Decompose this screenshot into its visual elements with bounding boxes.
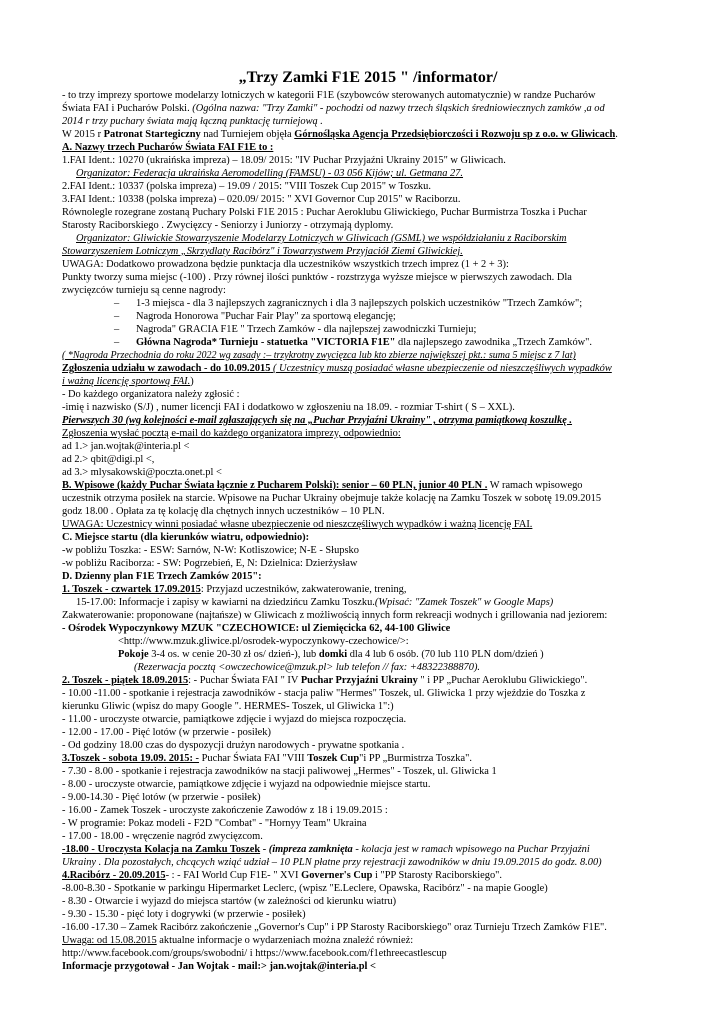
registration-detail: -imię i nazwisko (S/J) , numer licencji FAI i dodatkowo w zgłoszeniu na 18.09. - rozmiar T-shirt ( S – XXL). [62, 402, 515, 413]
day-4-line: -16.00 -17.30 – Zamek Racibórz zakończenie „Governor's Cup" i PP Starosty Raciborskiego" oraz Turnieju Trzech Zamków F1E". [62, 922, 607, 933]
intro-line: - to trzy imprezy sportowe modelarzy lotniczych w kategorii F1E (szybowców sterowanych automatycznie) w randze Pucharów [62, 90, 596, 101]
tournament-note: UWAGA: Dodatkowo prowadzona będzie punktacja dla uczestników wszystkich trzech imprez (1 + 2 + 3): [62, 259, 509, 270]
day-1-line: Zakwaterowanie: proponowane (najtańsze) w Gliwicach z możliwością innych form rekreacji wodnych i grillowania nad jeziorem: [62, 610, 608, 621]
day-3-line: - 17.00 - 18.00 - wręczenie nagród zwycięzcom. [62, 831, 263, 842]
dash-bullet-icon: – [114, 324, 120, 335]
intro-line: 2014 r trzy puchary świata mają łączną punktację turniejową . [62, 116, 323, 127]
day-2-line: - 10.00 -11.00 - spotkanie i rejestracja zawodników - stacja paliw "Hermes" Toszek, ul. Gliwicka 1 przy wjeździe do Toszka z [62, 688, 586, 699]
intro-line: Świata FAI i Pucharów Polski. (Ogólna nazwa: "Trzy Zamki" - pochodzi od nazwy trzech śląskich średniowiecznych zamków ,a od [62, 103, 605, 114]
email-address: ad 1.> jan.wojtak@interia.pl < [62, 441, 190, 452]
polish-organizer-line: Organizator: Gliwickie Stowarzyszenie Modelarzy Lotniczych w Gliwicach (GSML) we współdziałaniu z Raciborskim [76, 233, 567, 244]
dash-bullet-icon: – [114, 337, 120, 348]
fai-event-1-organizer: Organizator: Federacja ukraińska Aeromodelling (FAMSU) - 03 056 Kijów; ul. Getmana 27. [76, 168, 464, 179]
section-d-heading: D. Dzienny plan F1E Trzech Zamków 2015": [62, 571, 262, 582]
reservation-contact: (Rezerwacja pocztą <owczechowice@mzuk.pl> lub telefon // fax: +48322388870). [134, 662, 481, 673]
dinner-line: -18.00 - Uroczysta Kolacja na Zamku Toszek - (impreza zamknięta - kolacja jest w ramach wpisowego na Puchar Przyjaźni [62, 844, 590, 855]
day-4-heading: 4.Racibórz - 20.09.2015- : - FAI World Cup F1E- " XVI Governer's Cup i "PP Starosty Raciborskiego". [62, 870, 503, 881]
day-2-line: - 11.00 - uroczyste otwarcie, pamiątkowe zdjęcie i wyjazd do miejsca rozpoczęcia. [62, 714, 407, 725]
day-3-heading: 3.Toszek - sobota 19.09. 2015: - Puchar Świata FAI "VIII Toszek Cup"i PP „Burmistrza Toszka". [62, 753, 472, 764]
parallel-cups-line: Równolegle rozegrane zostaną Puchary Polski F1E 2015 : Puchar Aeroklubu Gliwickiego, Puchar Burmistrza Toszka i Puchar [62, 207, 587, 218]
updates-note: Uwaga: od 15.08.2015 aktualne informacje o wydarzeniach można znaleźć również: [62, 935, 414, 946]
insurance-note: UWAGA: Uczestnicy winni posiadać własne ubezpieczenie od nieszczęśliwych wypadków i ważną licencję FAI. [62, 519, 533, 530]
registration-detail: - Do każdego organizatora należy zgłosić : [62, 389, 240, 400]
victoria-note: ( *Nagroda Przechodnia do roku 2022 wg zasady :– trzykrotny zwycięzca lub kto zbierze największej pkt.: suma 5 miejsc z 7 lat) [62, 350, 576, 361]
registration-line: i ważną licencję sportową FAI.) [62, 376, 194, 387]
launch-site: -w pobliżu Raciborza: - SW: Pogrzebień, E, N: Dzielnica: Dzierżysław [62, 558, 358, 569]
launch-site: -w pobliżu Toszka: - ESW: Sarnów, N-W: Kotliszowice; N-E - Słupsko [62, 545, 359, 556]
day-2-heading: 2. Toszek - piątek 18.09.2015: - Puchar Świata FAI " IV Puchar Przyjaźni Ukrainy " i PP „Puchar Aeroklubu Gliwickiego". [62, 675, 588, 686]
entry-fee-line: godz 18.00 . Opłata za tę kolację dla chętnych innych uczestników – 10 PLN. [62, 506, 385, 517]
parallel-cups-line: Starosty Raciborskiego . Zwycięzcy - Seniorzy i Juniorzy - otrzymają dyplomy. [62, 220, 394, 231]
email-address: ad 2.> qbit@digi.pl <, [62, 454, 155, 465]
accommodation-link: <http://www.mzuk.gliwice.pl/osrodek-wypoczynkowy-czechowice/>: [118, 636, 409, 647]
entry-fee-line: uczestnik otrzyma posiłek na starcie. Wpisowe na Puchar Ukrainy obejmuje także kolację na Zamku Toszek w sobotę 19.09.2015 [62, 493, 602, 504]
dash-bullet-icon: – [114, 311, 120, 322]
dash-bullet-icon: – [114, 298, 120, 309]
section-b-heading: B. Wpisowe (każdy Puchar Świata łącznie z Pucharem Polski): senior – 60 PLN, junior 40 PLN . W ramach wpisowego [62, 480, 583, 491]
day-4-line: - 8.30 - Otwarcie i wyjazd do miejsca startów (w zależności od kierunku wiatru) [62, 896, 397, 907]
day-2-line: - Od godziny 18.00 czas do dyspozycji drużyn narodowych - prywatne spotkania . [62, 740, 405, 751]
day-1-heading: 1. Toszek - czwartek 17.09.2015: Przyjazd uczestników, zakwaterowanie, trening, [62, 584, 407, 595]
patron-line: W 2015 r Patronat Startegiczny nad Turniejem objęła Górnośląska Agencja Przedsiębiorczości i Rozwoju sp z o.o. w Gliwicach. [62, 129, 618, 140]
polish-organizer-line: Stowarzyszeniem Lotniczym „Skrzydlaty Racibórz" i Towarzystwem Przyjaciół Ziemi Gliwickiej. [62, 246, 463, 257]
email-address: ad 3.> mlysakowski@poczta.onet.pl < [62, 467, 222, 478]
prize-item: – Nagroda" GRACIA F1E " Trzech Zamków - dla najlepszej zawodniczki Turnieju; [114, 324, 477, 335]
day-3-line: - W programie: Pokaz modeli - F2D "Combat" - "Hornyy Team" Ukraina [62, 818, 367, 829]
day-1-line: 15-17.00: Informacje i zapisy w kawiarni na dziedzińcu Zamku Toszku.(Wpisać: "Zamek Toszek" w Google Maps) [76, 597, 554, 608]
day-2-line: kierunku Gliwic (wpisz do mapy Google ". HERMES- Toszek, ul Gliwicka 1":) [62, 701, 394, 712]
informator-document [62, 68, 674, 973]
agency-name: Górnośląska Agencja Przedsiębiorczości i Rozwoju sp z o.o. w Gliwicach [294, 129, 616, 140]
tshirt-note: Pierwszych 30 (wg kolejności e-mail zgłaszających się na „Puchar Przyjaźni Ukrainy" , otrzyma pamiątkową koszulkę . [62, 415, 573, 426]
prepared-by-footer: Informacje przygotował - Jan Wojtak - mail:> jan.wojtak@interia.pl < [62, 961, 376, 972]
fai-event-3: 3.FAI Ident.: 10338 (polska impreza) – 020.09/ 2015: " XVI Governor Cup 2015" w Raciborzu. [62, 194, 461, 205]
day-1-line: Pokoje 3-4 os. w cenie 20-30 zł os/ dzień-), lub domki dla 4 lub 6 osób. (70 lub 110 PLN dom/dzień ) [118, 649, 544, 660]
document-title: „Trzy Zamki F1E 2015 " /informator/ [238, 69, 498, 86]
day-4-line: -8.00-8.30 - Spotkanie w parkingu Hipermarket Leclerc, (wpisz "E.Leclere, Opawska, Racibórz" - na mapie Google) [62, 883, 548, 894]
day-1-line: - Ośrodek Wypoczynkowy MZUK "CZECHOWICE: ul Ziemięcicka 62, 44-100 Gliwice [62, 623, 451, 634]
dinner-line: Ukrainy . Dla pozostałych, chcących wziąć udział – 10 PLN płatne przy rejestracji zawodników w dniu 19.09.2015 do godz. 8.00) [62, 857, 602, 868]
tournament-note: zwycięzców turnieju są cenne nagrody: [62, 285, 226, 296]
section-c-heading: C. Miejsce startu (dla kierunków wiatru, odpowiednio): [62, 532, 310, 543]
day-3-line: - 8.00 - uroczyste otwarcie, pamiątkowe zdjęcie i wyjazd na odpowiednie miejsce startu. [62, 779, 431, 790]
section-a-heading: A. Nazwy trzech Pucharów Świata FAI F1E to : [62, 142, 274, 153]
email-note: Zgłoszenia wysłać pocztą e-mail do każdego organizatora imprezy, odpowiednio: [62, 428, 401, 439]
prize-item: – Główna Nagroda* Turnieju - statuetka "VICTORIA F1E" dla najlepszego zawodnika „Trzech Zamków". [114, 337, 593, 348]
day-2-line: - 12.00 - 17.00 - Pięć lotów (w przerwie - posiłek) [62, 727, 271, 738]
registration-line: Zgłoszenia udziału w zawodach - do 10.09.2015 ( Uczestnicy muszą posiadać własne ubezpieczenie od nieszczęśliwych wypadków [62, 363, 612, 374]
facebook-links: http://www.facebook.com/groups/swobodni/ i https://www.facebook.com/f1ethreecastlescup [62, 948, 447, 959]
day-3-line: - 9.00-14.30 - Pięć lotów (w przerwie - posiłek) [62, 792, 261, 803]
day-4-line: - 9.30 - 15.30 - pięć loty i dogrywki (w przerwie - posiłek) [62, 909, 306, 920]
tournament-note: Punkty tworzy suma miejsc (-100) . Przy równej ilości punktów - rozstrzyga wyższe miejsce w pierwszych zawodach. Dla [62, 272, 572, 283]
fai-event-1: 1.FAI Ident.: 10270 (ukraińska impreza) – 18.09/ 2015: "IV Puchar Przyjaźni Ukrainy 2015" w Gliwicach. [62, 155, 506, 166]
day-3-line: - 7.30 - 8.00 - spotkanie i rejestracja zawodników na stacji paliwowej „Hermes" - Toszek, ul. Gliwicka 1 [62, 766, 497, 777]
prize-item: – Nagroda Honorowa "Puchar Fair Play" za sportową elegancję; [114, 311, 396, 322]
day-3-line: - 16.00 - Zamek Toszek - uroczyste zakończenie Zawodów z 18 i 19.09.2015 : [62, 805, 388, 816]
prize-item: – 1-3 miejsca - dla 3 najlepszych zagranicznych i dla 3 najlepszych polskich uczestników "Trzech Zamków"; [114, 298, 583, 309]
fai-event-2: 2.FAI Ident.: 10337 (polska impreza) – 19.09 / 2015: "VIII Toszek Cup 2015" w Toszku. [62, 181, 431, 192]
